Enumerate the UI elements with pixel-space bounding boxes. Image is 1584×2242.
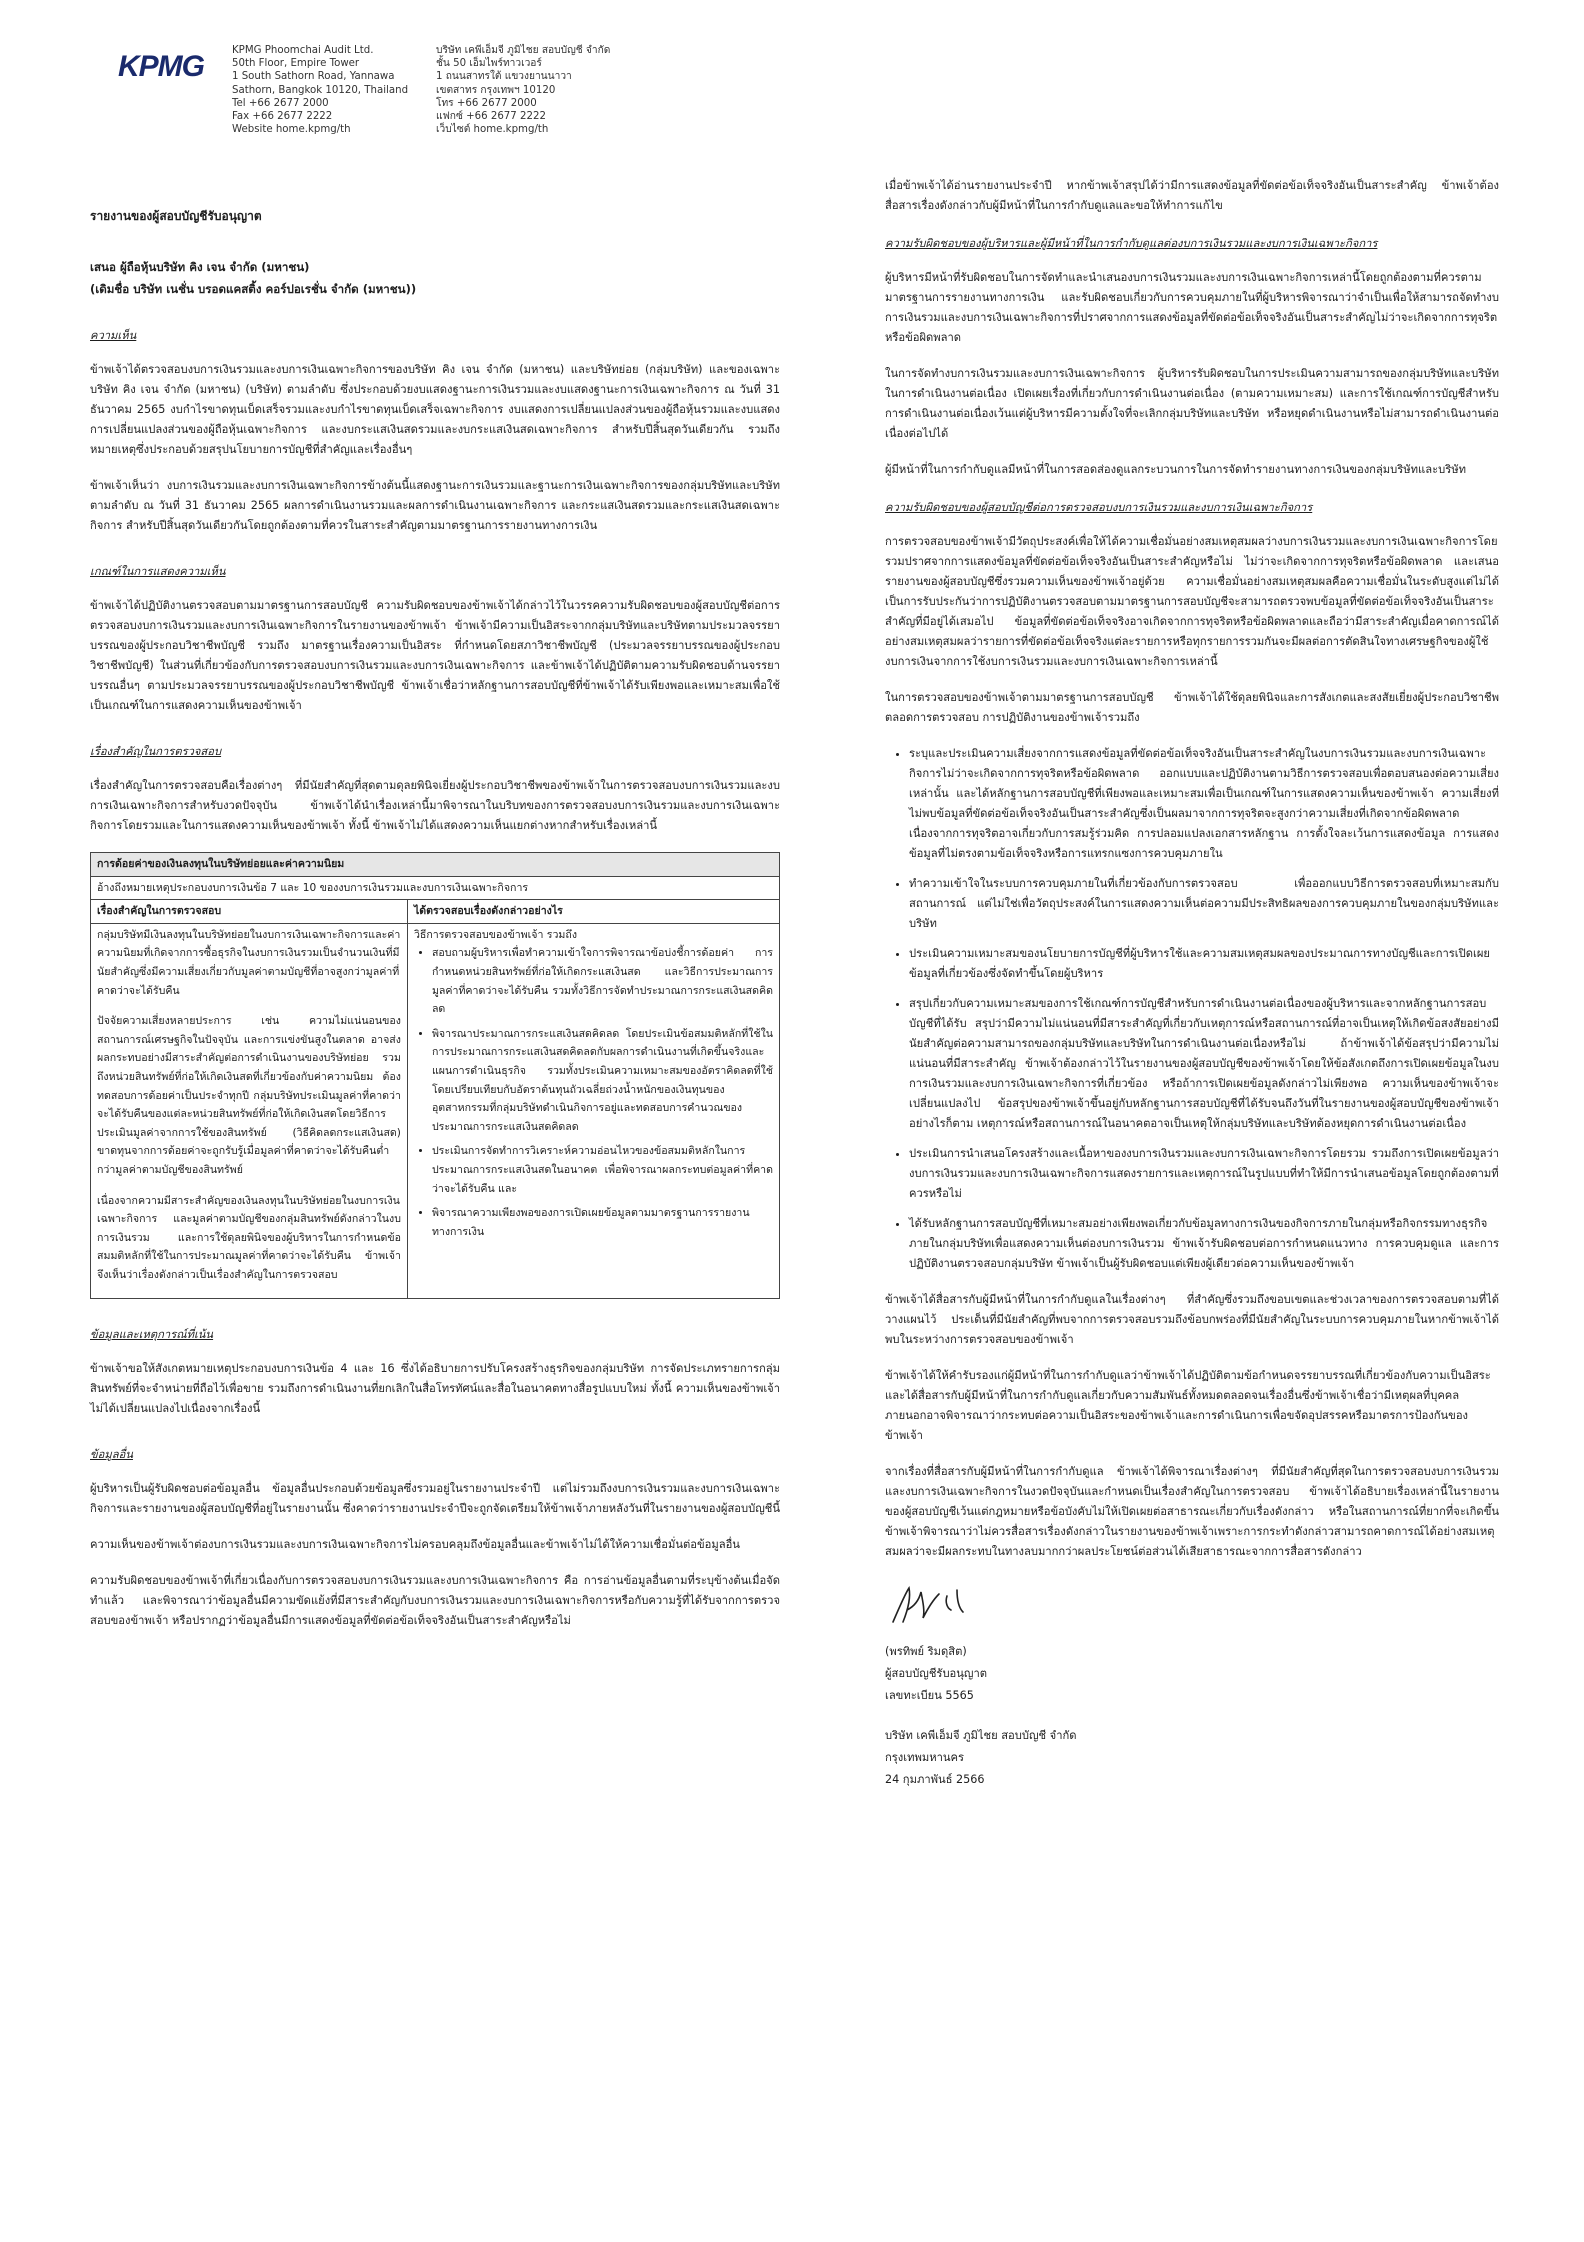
signer-role: ผู้สอบบัญชีรับอนุญาต	[885, 1667, 987, 1680]
management-paragraph: ในการจัดทำงบการเงินรวมและงบการเงินเฉพาะกิจการ ผู้บริหารรับผิดชอบในการประเมินความสามารถของกลุ่มบริษัทและบริษัทในการดำเนินงานต่อเนื่อง เปิดเผยเรื่องที่เกี่ยวกับการดำเนินงานต่อเนื่อง (ตามความเหมาะสม) และการใช้เกณฑ์การบัญชีสำหรับการดำเนินงานต่อเนื่องเว้นแต่ผู้บริหารมีความตั้งใจที่จะเลิกกลุ่มบริษัทและบริษัท หรือหยุดดำเนินงานหรือไม่สามารถดำเนินงานต่อเนื่องต่อไปได้	[885, 367, 1499, 440]
lh-en-line: KPMG Phoomchai Audit Ltd.	[232, 45, 374, 56]
kam-col2-header: ได้ตรวจสอบเรื่องดังกล่าวอย่างไร	[407, 900, 779, 924]
opinion-paragraph: ข้าพเจ้าเห็นว่า งบการเงินรวมและงบการเงินเฉพาะกิจการข้างต้นนี้แสดงฐานะการเงินรวมและฐานะการเงินเฉพาะกิจการของกลุ่มบริษัทและบริษัท ตามลำดับ ณ วันที่ 31 ธันวาคม 2565 ผลการดำเนินงานรวมและผลการดำเนินงานเฉพาะกิจการ และกระแสเงินสดรวมและกระแสเงินสดเฉพาะกิจการ สำหรับปีสิ้นสุดวันเดียวกันโดยถูกต้องตามที่ควรในสาระสำคัญตามมาตรฐานการรายงานทางการเงิน	[90, 479, 780, 532]
lh-th-line: ชั้น 50 เอ็มไพร์ทาวเวอร์	[436, 58, 542, 70]
auditor-procedure-item: • ทำความเข้าใจในระบบการควบคุมภายในที่เกี่ยวข้องกับการตรวจสอบ เพื่อออกแบบวิธีการตรวจสอบที่เหมาะสมกับสถานการณ์ แต่ไม่ใช่เพื่อวัตถุประสงค์ในการแสดงความเห็นต่อความมีประสิทธิผลของการควบคุมภายในของกลุ่มบริษัทและบริษัท	[909, 874, 1499, 934]
management-paragraph: ผู้บริหารมีหน้าที่รับผิดชอบในการจัดทำและนำเสนองบการเงินรวมและงบการเงินเฉพาะกิจการเหล่านี้โดยถูกต้องตามที่ควรตามมาตรฐานการรายงานทางการเงิน และรับผิดชอบเกี่ยวกับการควบคุมภายในที่ผู้บริหารพิจารณาว่าจำเป็นเพื่อให้สามารถจัดทำงบการเงินรวมและงบการเงินเฉพาะกิจการที่ปราศจากการแสดงข้อมูลที่ขัดต่อข้อเท็จจริงอันเป็นสาระสำคัญไม่ว่าจะเกิดจากการทุจริตหรือข้อผิดพลาด	[885, 271, 1499, 344]
auditor-procedure-item: • ได้รับหลักฐานการสอบบัญชีที่เหมาะสมอย่างเพียงพอเกี่ยวกับข้อมูลทางการเงินของกิจการภายในกลุ่มหรือกิจกรรมทางธุรกิจภายในกลุ่มบริษัทเพื่อแสดงความเห็นต่องบการเงินรวม ข้าพเจ้ารับผิดชอบต่อการกำหนดแนวทาง การควบคุมดูแล และการปฏิบัติงานตรวจสอบกลุ่มบริษัท ข้าพเจ้าเป็นผู้รับผิดชอบแต่เพียงผู้เดียวต่อความเห็นของข้าพเจ้า	[909, 1214, 1499, 1274]
lh-en-line: 1 South Sathorn Road, Yannawa	[232, 71, 395, 83]
section-heading-other-information: ข้อมูลอื่น	[90, 1448, 133, 1462]
lh-en-line: 50th Floor, Empire Tower	[232, 58, 360, 70]
addressee-line: เสนอ ผู้ถือหุ้นบริษัท คิง เจน จำกัด (มหาชน)	[90, 260, 310, 274]
kam-matter-paragraph: กลุ่มบริษัทมีเงินลงทุนในบริษัทย่อยในงบการเงินเฉพาะกิจการและค่าความนิยมที่เกิดจากการซื้อธุรกิจในงบการเงินรวมเป็นจำนวนเงินที่มีนัยสำคัญซึ่งมีความเสี่ยงเกี่ยวกับมูลค่าตามบัญชีที่อาจสูงกว่ามูลค่าที่คาดว่าจะได้รับคืน	[97, 928, 401, 997]
kam-response-item: • สอบถามผู้บริหารเพื่อทำความเข้าใจการพิจารณาข้อบ่งชี้การด้อยค่า การกำหนดหน่วยสินทรัพย์ที่ก่อให้เกิดกระแสเงินสด และวิธีการประมาณการมูลค่าที่คาดว่าจะได้รับคืน รวมทั้งวิธีการจัดทำประมาณการกระแสเงินสดคิดลด	[432, 944, 773, 1018]
lh-th-line: เว็บไซต์ home.kpmg/th	[436, 124, 549, 136]
kam-response-item: • พิจารณาความเพียงพอของการเปิดเผยข้อมูลตามมาตรฐานการรายงานทางการเงิน	[432, 1204, 773, 1241]
right-column	[885, 176, 1499, 1791]
kam-response-item: • พิจารณาประมาณการกระแสเงินสดคิดลด โดยประเมินข้อสมมติหลักที่ใช้ในการประมาณการกระแสเงินสดคิดลดกับผลการดำเนินงานที่เกิดขึ้นจริงและแผนการดำเนินธุรกิจ รวมทั้งประเมินความเหมาะสมของอัตราคิดลดที่ใช้โดยเปรียบเทียบกับอัตราต้นทุนถัวเฉลี่ยถ่วงน้ำหนักของเงินทุนของอุตสาหกรรมที่กลุ่มบริษัทดำเนินกิจการอยู่และทดสอบการคำนวณของประมาณการกระแสเงินสดคิดลด	[432, 1025, 773, 1137]
kam-response-list	[414, 944, 773, 1241]
lh-th-line: โทร +66 2677 2000	[436, 97, 537, 109]
section-heading-auditor-responsibility: ความรับผิดชอบของผู้สอบบัญชีต่อการตรวจสอบงบการเงินรวมและงบการเงินเฉพาะกิจการ	[885, 501, 1313, 514]
signer-registration: เลขทะเบียน 5565	[885, 1689, 974, 1702]
left-column	[90, 206, 780, 1647]
other-info-paragraph: ความรับผิดชอบของข้าพเจ้าที่เกี่ยวเนื่องกับการตรวจสอบงบการเงินรวมและงบการเงินเฉพาะกิจการ คือ การอ่านข้อมูลอื่นตามที่ระบุข้างต้นเมื่อจัดทำแล้ว และพิจารณาว่าข้อมูลอื่นมีความขัดแย้งที่มีสาระสำคัญกับงบการเงินรวมและงบการเงินเฉพาะกิจการหรือกับความรู้ที่ได้รับจากการตรวจสอบของข้าพเจ้า หรือปรากฏว่าข้อมูลอื่นมีการแสดงข้อมูลที่ขัดต่อข้อเท็จจริงอันเป็นสาระสำคัญหรือไม่	[90, 1574, 780, 1628]
kpmg-logo: KPMG	[118, 50, 204, 83]
auditor-paragraph: การตรวจสอบของข้าพเจ้ามีวัตถุประสงค์เพื่อให้ได้ความเชื่อมั่นอย่างสมเหตุสมผลว่างบการเงินรวมและงบการเงินเฉพาะกิจการโดยรวมปราศจากการแสดงข้อมูลที่ขัดต่อข้อเท็จจริงอันเป็นสาระสำคัญหรือไม่ ไม่ว่าจะเกิดจากการทุจริตหรือข้อผิดพลาด และเสนอรายงานของผู้สอบบัญชีซึ่งรวมความเห็นของข้าพเจ้าอยู่ด้วย ความเชื่อมั่นอย่างสมเหตุสมผลคือความเชื่อมั่นในระดับสูงแต่ไม่ได้เป็นการรับประกันว่าการปฏิบัติงานตรวจสอบตามมาตรฐานการสอบบัญชีจะสามารถตรวจพบข้อมูลที่ขัดต่อข้อเท็จจริงอันเป็นสาระสำคัญที่มีอยู่ได้เสมอไป ข้อมูลที่ขัดต่อข้อเท็จจริงอาจเกิดจากการทุจริตหรือข้อผิดพลาดและถือว่ามีสาระสำคัญเมื่อคาดการณ์ได้อย่างสมเหตุสมผลว่ารายการที่ขัดต่อข้อเท็จจริงแต่ละรายการหรือทุกรายการรวมกันจะมีผลต่อการตัดสินใจทางเศรษฐกิจของผู้ใช้งบการเงินจากการใช้งบการเงินรวมและงบการเงินเฉพาะกิจการเหล่านี้	[885, 535, 1499, 668]
signer-name: (พรทิพย์ ริมดุสิต)	[885, 1645, 967, 1658]
section-heading-basis: เกณฑ์ในการแสดงความเห็น	[90, 565, 226, 578]
kam-response-item: • ประเมินการจัดทำการวิเคราะห์ความอ่อนไหวของข้อสมมติหลักในการประมาณการกระแสเงินสดในอนาคต เพื่อพิจารณาผลกระทบต่อมูลค่าที่คาดว่าจะได้รับคืน และ	[432, 1142, 773, 1198]
lh-en-line: Tel +66 2677 2000	[232, 97, 329, 109]
auditor-procedure-item: • สรุปเกี่ยวกับความเหมาะสมของการใช้เกณฑ์การบัญชีสำหรับการดำเนินงานต่อเนื่องของผู้บริหารและจากหลักฐานการสอบบัญชีที่ได้รับ สรุปว่ามีความไม่แน่นอนที่มีสาระสำคัญที่เกี่ยวกับเหตุการณ์หรือสถานการณ์ที่อาจเป็นเหตุให้เกิดข้อสงสัยอย่างมีนัยสำคัญต่อความสามารถของกลุ่มบริษัทและบริษัทในการดำเนินงานต่อเนื่องหรือไม่ ถ้าข้าพเจ้าได้ข้อสรุปว่ามีความไม่แน่นอนที่มีสาระสำคัญ ข้าพเจ้าต้องกล่าวไว้ในรายงานของผู้สอบบัญชีของข้าพเจ้าโดยให้ข้อสังเกตถึงการเปิดเผยข้อมูลในงบการเงินรวมและงบการเงินเฉพาะกิจการที่เกี่ยวข้อง หรือถ้าการเปิดเผยข้อมูลดังกล่าวไม่เพียงพอ ความเห็นของข้าพเจ้าจะเปลี่ยนแปลงไป ข้อสรุปของข้าพเจ้าขึ้นอยู่กับหลักฐานการสอบบัญชีที่ได้รับจนถึงวันที่ในรายงานของผู้สอบบัญชีของข้าพเจ้า อย่างไรก็ตาม เหตุการณ์หรือสถานการณ์ในอนาคตอาจเป็นเหตุให้กลุ่มบริษัทและบริษัทต้องหยุดการดำเนินงานต่อเนื่อง	[909, 994, 1499, 1134]
auditor-paragraph: จากเรื่องที่สื่อสารกับผู้มีหน้าที่ในการกำกับดูแล ข้าพเจ้าได้พิจารณาเรื่องต่างๆ ที่มีนัยสำคัญที่สุดในการตรวจสอบงบการเงินรวมและงบการเงินเฉพาะกิจการในงวดปัจจุบันและกำหนดเป็นเรื่องสำคัญในการตรวจสอบ ข้าพเจ้าได้อธิบายเรื่องเหล่านี้ในรายงานของผู้สอบบัญชีเว้นแต่กฎหมายหรือข้อบังคับไม่ให้เปิดเผยต่อสาธารณะเกี่ยวกับเรื่องดังกล่าว หรือในสถานการณ์ที่ยากที่จะเกิดขึ้น ข้าพเจ้าพิจารณาว่าไม่ควรสื่อสารเรื่องดังกล่าวในรายงานของข้าพเจ้าเพราะการกระทำดังกล่าวสามารถคาดการณ์ได้อย่างสมเหตุสมผลว่าจะมีผลกระทบในทางลบมากกว่าผลประโยชน์ต่อส่วนได้เสียสาธารณะจากการสื่อสารดังกล่าว	[885, 1465, 1499, 1558]
kam-matter-paragraph: เนื่องจากความมีสาระสำคัญของเงินลงทุนในบริษัทย่อยในงบการเงินเฉพาะกิจการ และมูลค่าตามบัญชีของกลุ่มสินทรัพย์ดังกล่าวในงบการเงินรวม และการใช้ดุลยพินิจของผู้บริหารในการกำหนดข้อสมมติหลักที่ใช้ในการประมาณมูลค่าที่คาดว่าจะได้รับคืน ข้าพเจ้าจึงเห็นว่าเรื่องดังกล่าวเป็นเรื่องสำคัญในการตรวจสอบ	[97, 1194, 401, 1281]
report-city: กรุงเทพมหานคร	[885, 1751, 964, 1764]
section-heading-opinion: ความเห็น	[90, 329, 137, 342]
key-audit-matter-table	[90, 852, 780, 1299]
auditor-procedure-item: • ประเมินความเหมาะสมของนโยบายการบัญชีที่ผู้บริหารใช้และความสมเหตุสมผลของประมาณการทางบัญชีและการเปิดเผยข้อมูลที่เกี่ยวข้องซึ่งจัดทำขึ้นโดยผู้บริหาร	[909, 944, 1499, 984]
management-paragraph: ผู้มีหน้าที่ในการกำกับดูแลมีหน้าที่ในการสอดส่องดูแลกระบวนการในการจัดทำรายงานทางการเงินของกลุ่มบริษัทและบริษัท	[885, 463, 1466, 476]
basis-paragraph: ข้าพเจ้าได้ปฏิบัติงานตรวจสอบตามมาตรฐานการสอบบัญชี ความรับผิดชอบของข้าพเจ้าได้กล่าวไว้ในวรรคความรับผิดชอบของผู้สอบบัญชีต่อการตรวจสอบงบการเงินรวมและงบการเงินเฉพาะกิจการในรายงานของข้าพเจ้า ข้าพเจ้ามีความเป็นอิสระจากกลุ่มบริษัทและบริษัทตามประมวลจรรยาบรรณของผู้ประกอบวิชาชีพบัญชี รวมถึง มาตรฐานเรื่องความเป็นอิสระ ที่กำหนดโดยสภาวิชาชีพบัญชี (ประมวลจรรยาบรรณของผู้ประกอบวิชาชีพบัญชี) ในส่วนที่เกี่ยวข้องกับการตรวจสอบงบการเงินรวมและงบการเงินเฉพาะกิจการ และข้าพเจ้าได้ปฏิบัติตามความรับผิดชอบด้านจรรยาบรรณอื่นๆ ตามประมวลจรรยาบรรณของผู้ประกอบวิชาชีพบัญชี ข้าพเจ้าเชื่อว่าหลักฐานการสอบบัญชีที่ข้าพเจ้าได้รับเพียงพอและเหมาะสมเพื่อใช้เป็นเกณฑ์ในการแสดงความเห็นของข้าพเจ้า	[90, 599, 780, 712]
lh-en-line: Fax +66 2677 2222	[232, 111, 333, 123]
auditor-procedure-item: • ประเมินการนำเสนอโครงสร้างและเนื้อหาของงบการเงินรวมและงบการเงินเฉพาะกิจการโดยรวม รวมถึงการเปิดเผยข้อมูลว่างบการเงินรวมและงบการเงินเฉพาะกิจการแสดงรายการและเหตุการณ์ในรูปแบบที่ทำให้มีการนำเสนอข้อมูลโดยถูกต้องตามที่ควรหรือไม่	[909, 1144, 1499, 1204]
auditor-procedure-list	[885, 744, 1499, 1274]
auditor-procedure-item: • ระบุและประเมินความเสี่ยงจากการแสดงข้อมูลที่ขัดต่อข้อเท็จจริงอันเป็นสาระสำคัญในงบการเงินรวมและงบการเงินเฉพาะกิจการไม่ว่าจะเกิดจากการทุจริตหรือข้อผิดพลาด ออกแบบและปฏิบัติงานตามวิธีการตรวจสอบเพื่อตอบสนองต่อความเสี่ยงเหล่านั้น และได้หลักฐานการสอบบัญชีที่เพียงพอและเหมาะสมเพื่อเป็นเกณฑ์ในการแสดงความเห็นของข้าพเจ้า ความเสี่ยงที่ไม่พบข้อมูลที่ขัดต่อข้อเท็จจริงอันเป็นสาระสำคัญซึ่งเป็นผลมาจากการทุจริตจะสูงกว่าความเสี่ยงที่เกิดจากข้อผิดพลาดเนื่องจากการทุจริตอาจเกี่ยวกับการสมรู้ร่วมคิด การปลอมแปลงเอกสารหลักฐาน การตั้งใจละเว้นการแสดงข้อมูล การแสดงข้อมูลที่ไม่ตรงตามข้อเท็จจริงหรือการแทรกแซงการควบคุมภายใน	[909, 744, 1499, 864]
auditor-paragraph: ข้าพเจ้าได้ให้คำรับรองแก่ผู้มีหน้าที่ในการกำกับดูแลว่าข้าพเจ้าได้ปฏิบัติตามข้อกำหนดจรรยาบรรณที่เกี่ยวข้องกับความเป็นอิสระและได้สื่อสารกับผู้มีหน้าที่ในการกำกับดูแลเกี่ยวกับความสัมพันธ์ทั้งหมดตลอดจนเรื่องอื่นซึ่งข้าพเจ้าเชื่อว่ามีเหตุผลที่บุคคลภายนอกอาจพิจารณาว่ากระทบต่อความเป็นอิสระของข้าพเจ้าและการดำเนินการเพื่อขจัดอุปสรรคหรือมาตรการป้องกันของข้าพเจ้า	[885, 1369, 1491, 1442]
section-heading-key-audit-matters: เรื่องสำคัญในการตรวจสอบ	[90, 745, 222, 758]
kam-col1-header: เรื่องสำคัญในการตรวจสอบ	[91, 900, 408, 924]
section-heading-emphasis: ข้อมูลและเหตุการณ์ที่เน้น	[90, 1328, 214, 1342]
lh-th-line: 1 ถนนสาทรใต้ แขวงยานนาวา	[436, 71, 572, 83]
letterhead-address-th	[436, 44, 636, 136]
auditor-paragraph: ข้าพเจ้าได้สื่อสารกับผู้มีหน้าที่ในการกำกับดูแลในเรื่องต่างๆ ที่สำคัญซึ่งรวมถึงขอบเขตและช่วงเวลาของการตรวจสอบตามที่ได้วางแผนไว้ ประเด็นที่มีนัยสำคัญที่พบจากการตรวจสอบรวมถึงข้อบกพร่องที่มีนัยสำคัญในระบบการควบคุมภายในหากข้าพเจ้าได้พบในระหว่างการตรวจสอบของข้าพเจ้า	[885, 1293, 1499, 1346]
signature-image	[885, 1582, 1005, 1628]
kam-table-title: การด้อยค่าของเงินลงทุนในบริษัทย่อยและค่าความนิยม	[91, 853, 780, 877]
letterhead-address-en	[232, 44, 422, 136]
lh-en-line: Sathorn, Bangkok 10120, Thailand	[232, 84, 409, 96]
kam-table-subtitle: อ้างถึงหมายเหตุประกอบงบการเงินข้อ 7 และ 10 ของงบการเงินรวมและงบการเงินเฉพาะกิจการ	[91, 876, 780, 900]
kam-matter-paragraph: ปัจจัยความเสี่ยงหลายประการ เช่น ความไม่แน่นอนของสถานการณ์เศรษฐกิจในปัจจุบัน และการแข่งขันสูงในตลาด อาจส่งผลกระทบอย่างมีสาระสำคัญต่อการดำเนินงานของบริษัทย่อย รวมถึงหน่วยสินทรัพย์ที่ก่อให้เกิดเงินสดที่เกี่ยวข้องกับค่าความนิยม ต้องทดสอบการด้อยค่าเป็นประจำทุกปี กลุ่มบริษัทประเมินมูลค่าที่คาดว่าจะได้รับคืนของแต่ละหน่วยสินทรัพย์ที่ก่อให้เกิดเงินสดโดยวิธีการประเมินมูลค่าจากการใช้ของสินทรัพย์ (วิธีคิดลดกระแสเงินสด) ขาดทุนจากการด้อยค่าจะถูกรับรู้เมื่อมูลค่าที่คาดว่าจะได้รับคืนต่ำกว่ามูลค่าตามบัญชีของสินทรัพย์	[97, 1015, 401, 1176]
kam-response-cell	[407, 923, 779, 1299]
report-title: รายงานของผู้สอบบัญชีรับอนุญาต	[90, 209, 262, 223]
addressee-block	[90, 256, 780, 300]
report-date: 24 กุมภาพันธ์ 2566	[885, 1773, 985, 1786]
lh-th-line: แฟกซ์ +66 2677 2222	[436, 111, 546, 123]
kam-matter-cell	[91, 923, 408, 1299]
kam-paragraph: เรื่องสำคัญในการตรวจสอบคือเรื่องต่างๆ ที่มีนัยสำคัญที่สุดตามดุลยพินิจเยี่ยงผู้ประกอบวิชาชีพของข้าพเจ้าในการตรวจสอบงบการเงินรวมและงบการเงินเฉพาะกิจการสำหรับงวดปัจจุบัน ข้าพเจ้าได้นำเรื่องเหล่านี้มาพิจารณาในบริบทของการตรวจสอบงบการเงินรวมและงบการเงินเฉพาะกิจการโดยรวมและในการแสดงความเห็นของข้าพเจ้า ทั้งนี้ ข้าพเจ้าไม่ได้แสดงความเห็นแยกต่างหากสำหรับเรื่องเหล่านี้	[90, 779, 780, 832]
audit-firm: บริษัท เคพีเอ็มจี ภูมิไชย สอบบัญชี จำกัด	[885, 1729, 1077, 1742]
other-info-paragraph: ผู้บริหารเป็นผู้รับผิดชอบต่อข้อมูลอื่น ข้อมูลอื่นประกอบด้วยข้อมูลซึ่งรวมอยู่ในรายงานประจำปี แต่ไม่รวมถึงงบการเงินรวมและงบการเงินเฉพาะกิจการและรายงานของผู้สอบบัญชีที่อยู่ในรายงานนั้น ซึ่งคาดว่ารายงานประจำปีจะถูกจัดเตรียมให้ข้าพเจ้าภายหลังวันที่ในรายงานของผู้สอบบัญชีนี้	[90, 1482, 780, 1516]
other-info-continued: เมื่อข้าพเจ้าได้อ่านรายงานประจำปี หากข้าพเจ้าสรุปได้ว่ามีการแสดงข้อมูลที่ขัดต่อข้อเท็จจริงอันเป็นสาระสำคัญ ข้าพเจ้าต้องสื่อสารเรื่องดังกล่าวกับผู้มีหน้าที่ในการกำกับดูแลและขอให้ทำการแก้ไข	[885, 179, 1499, 212]
signature-block	[885, 1582, 1499, 1791]
lh-th-line: เขตสาทร กรุงเทพฯ 10120	[436, 84, 556, 96]
other-info-paragraph: ความเห็นของข้าพเจ้าต่องบการเงินรวมและงบการเงินเฉพาะกิจการไม่ครอบคลุมถึงข้อมูลอื่นและข้าพเจ้าไม่ได้ให้ความเชื่อมั่นต่อข้อมูลอื่น	[90, 1538, 740, 1552]
auditor-paragraph: ในการตรวจสอบของข้าพเจ้าตามมาตรฐานการสอบบัญชี ข้าพเจ้าได้ใช้ดุลยพินิจและการสังเกตและสงสัยเยี่ยงผู้ประกอบวิชาชีพตลอดการตรวจสอบ การปฏิบัติงานของข้าพเจ้ารวมถึง	[885, 691, 1499, 724]
opinion-paragraph: ข้าพเจ้าได้ตรวจสอบงบการเงินรวมและงบการเงินเฉพาะกิจการของบริษัท คิง เจน จำกัด (มหาชน) และบริษัทย่อย (กลุ่มบริษัท) และของเฉพาะบริษัท คิง เจน จำกัด (มหาชน) (บริษัท) ตามลำดับ ซึ่งประกอบด้วยงบแสดงฐานะการเงินรวมและงบแสดงฐานะการเงินเฉพาะกิจการ ณ วันที่ 31 ธันวาคม 2565 งบกำไรขาดทุนเบ็ดเสร็จรวมและงบกำไรขาดทุนเบ็ดเสร็จเฉพาะกิจการ งบแสดงการเปลี่ยนแปลงส่วนของผู้ถือหุ้นรวมและงบแสดงการเปลี่ยนแปลงส่วนของผู้ถือหุ้นเฉพาะกิจการ และงบกระแสเงินสดรวมและงบกระแสเงินสดเฉพาะกิจการ สำหรับปีสิ้นสุดวันเดียวกัน รวมถึงหมายเหตุซึ่งประกอบด้วยสรุปนโยบายการบัญชีที่สำคัญและเรื่องอื่นๆ	[90, 363, 780, 456]
lh-th-line: บริษัท เคพีเอ็มจี ภูมิไชย สอบบัญชี จำกัด	[436, 45, 611, 56]
section-heading-management-responsibility: ความรับผิดชอบของผู้บริหารและผู้มีหน้าที่ในการกำกับดูแลต่องบการเงินรวมและงบการเงินเฉพาะกิจการ	[885, 237, 1378, 250]
addressee-former-name: (เดิมชื่อ บริษัท เนชั่น บรอดแคสติ้ง คอร์ปอเรชั่น จำกัด (มหาชน))	[90, 282, 417, 296]
kam-response-intro: วิธีการตรวจสอบของข้าพเจ้า รวมถึง	[413, 928, 577, 941]
lh-en-line: Website home.kpmg/th	[232, 124, 351, 136]
emphasis-paragraph: ข้าพเจ้าขอให้สังเกตหมายเหตุประกอบงบการเงินข้อ 4 และ 16 ซึ่งได้อธิบายการปรับโครงสร้างธุรกิจของกลุ่มบริษัท การจัดประเภทรายการกลุ่มสินทรัพย์ที่จะจำหน่ายที่ถือไว้เพื่อขาย รวมถึงการดำเนินงานที่ยกเลิกในสื่อโทรทัศน์และสื่อในอนาคตทางสื่อรูปแบบใหม่ ทั้งนี้ ความเห็นของข้าพเจ้าไม่ได้เปลี่ยนแปลงไปเนื่องจากเรื่องนี้	[90, 1362, 780, 1416]
